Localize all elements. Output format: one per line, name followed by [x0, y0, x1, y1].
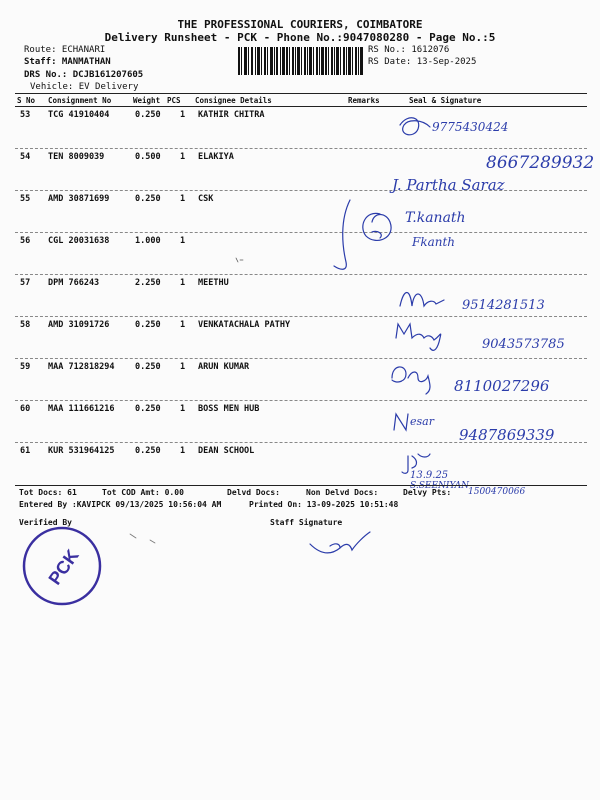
- cell-pcs: 1: [180, 110, 186, 120]
- entered-by: Entered By :KAVIPCK 09/13/2025 10:56:04 AM: [19, 500, 222, 509]
- signature-58: [396, 324, 565, 352]
- pck-stamp: [20, 524, 104, 608]
- signature-55-name: T.kanath: [405, 210, 466, 226]
- signature-60-word: esar: [410, 415, 434, 428]
- cell-weight: 1.000: [135, 236, 161, 246]
- route-label: Route: ECHANARI: [24, 45, 106, 55]
- cell-consignment-no: TEN 8009039: [48, 152, 105, 162]
- cell-pcs: 1: [180, 320, 186, 330]
- table-bottom-rule: [15, 485, 587, 486]
- cell-consignee: KATHIR CHITRA: [198, 110, 265, 120]
- staff-label: Staff: MANMATHAN: [24, 57, 111, 67]
- cell-weight: 0.250: [135, 110, 161, 120]
- cell-consignee: ARUN KUMAR: [198, 362, 250, 372]
- col-weight: Weight: [133, 96, 161, 105]
- signature-57: [400, 293, 545, 314]
- cell-pcs: 1: [180, 236, 186, 246]
- cell-consignment-no: MAA 111661216: [48, 404, 115, 414]
- cell-consignee: VENKATACHALA PATHY: [198, 320, 291, 330]
- col-pcs: PCS: [167, 96, 181, 105]
- cell-sno: 54: [20, 152, 31, 162]
- signature-59-number: 8110027296: [454, 377, 550, 395]
- cell-pcs: 1: [180, 278, 186, 288]
- vehicle-label: Vehicle: EV Delivery: [30, 82, 139, 92]
- verified-by-label: Verified By: [19, 518, 72, 527]
- signature-54-name: J. Partha Saraz: [392, 176, 505, 194]
- stamp-text: PCK: [44, 545, 83, 589]
- signature-55: [334, 200, 466, 269]
- total-cod-amount: Tot COD Amt: 0.00: [102, 488, 184, 497]
- cell-weight: 0.250: [135, 320, 161, 330]
- signature-53: [400, 118, 508, 135]
- cell-sno: 55: [20, 194, 31, 204]
- cell-consignee: MEETHU: [198, 278, 229, 288]
- signature-59: [392, 367, 550, 395]
- runsheet-subtitle: Delivery Runsheet - PCK - Phone No.:9047080280 - Page No.:5: [104, 31, 496, 44]
- cell-consignment-no: AMD 30871699: [48, 194, 110, 204]
- cell-sno: 60: [20, 404, 31, 414]
- staff-signature-scribble: [310, 532, 370, 553]
- cell-weight: 0.250: [135, 404, 161, 414]
- cell-consignment-no: CGL 20031638: [48, 236, 110, 246]
- cell-sno: 61: [20, 446, 31, 456]
- delivery-points: Delvy Pts:: [403, 488, 452, 497]
- col-sno: S No: [17, 96, 36, 105]
- cell-consignee: DEAN SCHOOL: [198, 446, 255, 456]
- printed-on: Printed On: 13-09-2025 10:51:48: [249, 500, 399, 509]
- cell-weight: 0.250: [135, 362, 161, 372]
- cell-pcs: 1: [180, 152, 186, 162]
- cell-sno: 53: [20, 110, 31, 120]
- cell-weight: 2.250: [135, 278, 161, 288]
- cell-consignment-no: TCG 41910404: [48, 110, 110, 120]
- cell-pcs: 1: [180, 404, 186, 414]
- col-consignment: Consignment No: [48, 96, 112, 105]
- col-remarks: Remarks: [348, 96, 380, 105]
- non-delivered-docs: Non Delvd Docs:: [306, 488, 379, 497]
- staff-signature-label: Staff Signature: [270, 518, 343, 527]
- cell-pcs: 1: [180, 362, 186, 372]
- signature-58-number: 9043573785: [482, 337, 565, 352]
- cell-consignment-no: MAA 712818294: [48, 362, 115, 372]
- delivered-docs: Delvd Docs:: [227, 488, 280, 497]
- signature-53-number: 9775430424: [432, 120, 509, 134]
- cell-sno: 59: [20, 362, 31, 372]
- col-seal-signature: Seal & Signature: [409, 96, 482, 105]
- cell-weight: 0.250: [135, 446, 161, 456]
- drs-label: DRS No.: DCJB161207605: [24, 70, 144, 80]
- col-consignee: Consignee Details: [195, 96, 272, 105]
- cell-weight: 0.250: [135, 194, 161, 204]
- signature-60-number: 9487869339: [459, 426, 555, 444]
- cell-pcs: 1: [180, 194, 186, 204]
- stray-mark: [236, 258, 243, 262]
- cell-consignee: CSK: [198, 194, 214, 204]
- cell-consignment-no: AMD 31091726: [48, 320, 110, 330]
- cell-weight: 0.500: [135, 152, 161, 162]
- pen-marks: [130, 534, 155, 543]
- signature-56-name: Fkanth: [412, 235, 456, 249]
- cell-sno: 57: [20, 278, 31, 288]
- signature-61-date: 13.9.25: [410, 470, 449, 481]
- cell-consignment-no: DPM 766243: [48, 278, 100, 288]
- rs-date: RS Date: 13-Sep-2025: [368, 57, 477, 67]
- signature-54-phone: 8667289932: [486, 153, 595, 173]
- cell-consignee: BOSS MEN HUB: [198, 404, 260, 414]
- signature-61-phone: 1500470066: [468, 487, 526, 497]
- cell-pcs: 1: [180, 446, 186, 456]
- cell-consignee: ELAKIYA: [198, 152, 234, 162]
- signature-61-name: S.SEENIYAN: [410, 481, 470, 491]
- company-title: THE PROFESSIONAL COURIERS, COIMBATORE: [177, 18, 423, 31]
- cell-consignment-no: KUR 531964125: [48, 446, 115, 456]
- cell-sno: 56: [20, 236, 31, 246]
- cell-sno: 58: [20, 320, 31, 330]
- rs-number: RS No.: 1612076: [368, 45, 450, 55]
- signature-60: [394, 414, 555, 444]
- signature-57-number: 9514281513: [462, 298, 545, 313]
- signature-54: [389, 153, 594, 194]
- total-docs: Tot Docs: 61: [19, 488, 77, 497]
